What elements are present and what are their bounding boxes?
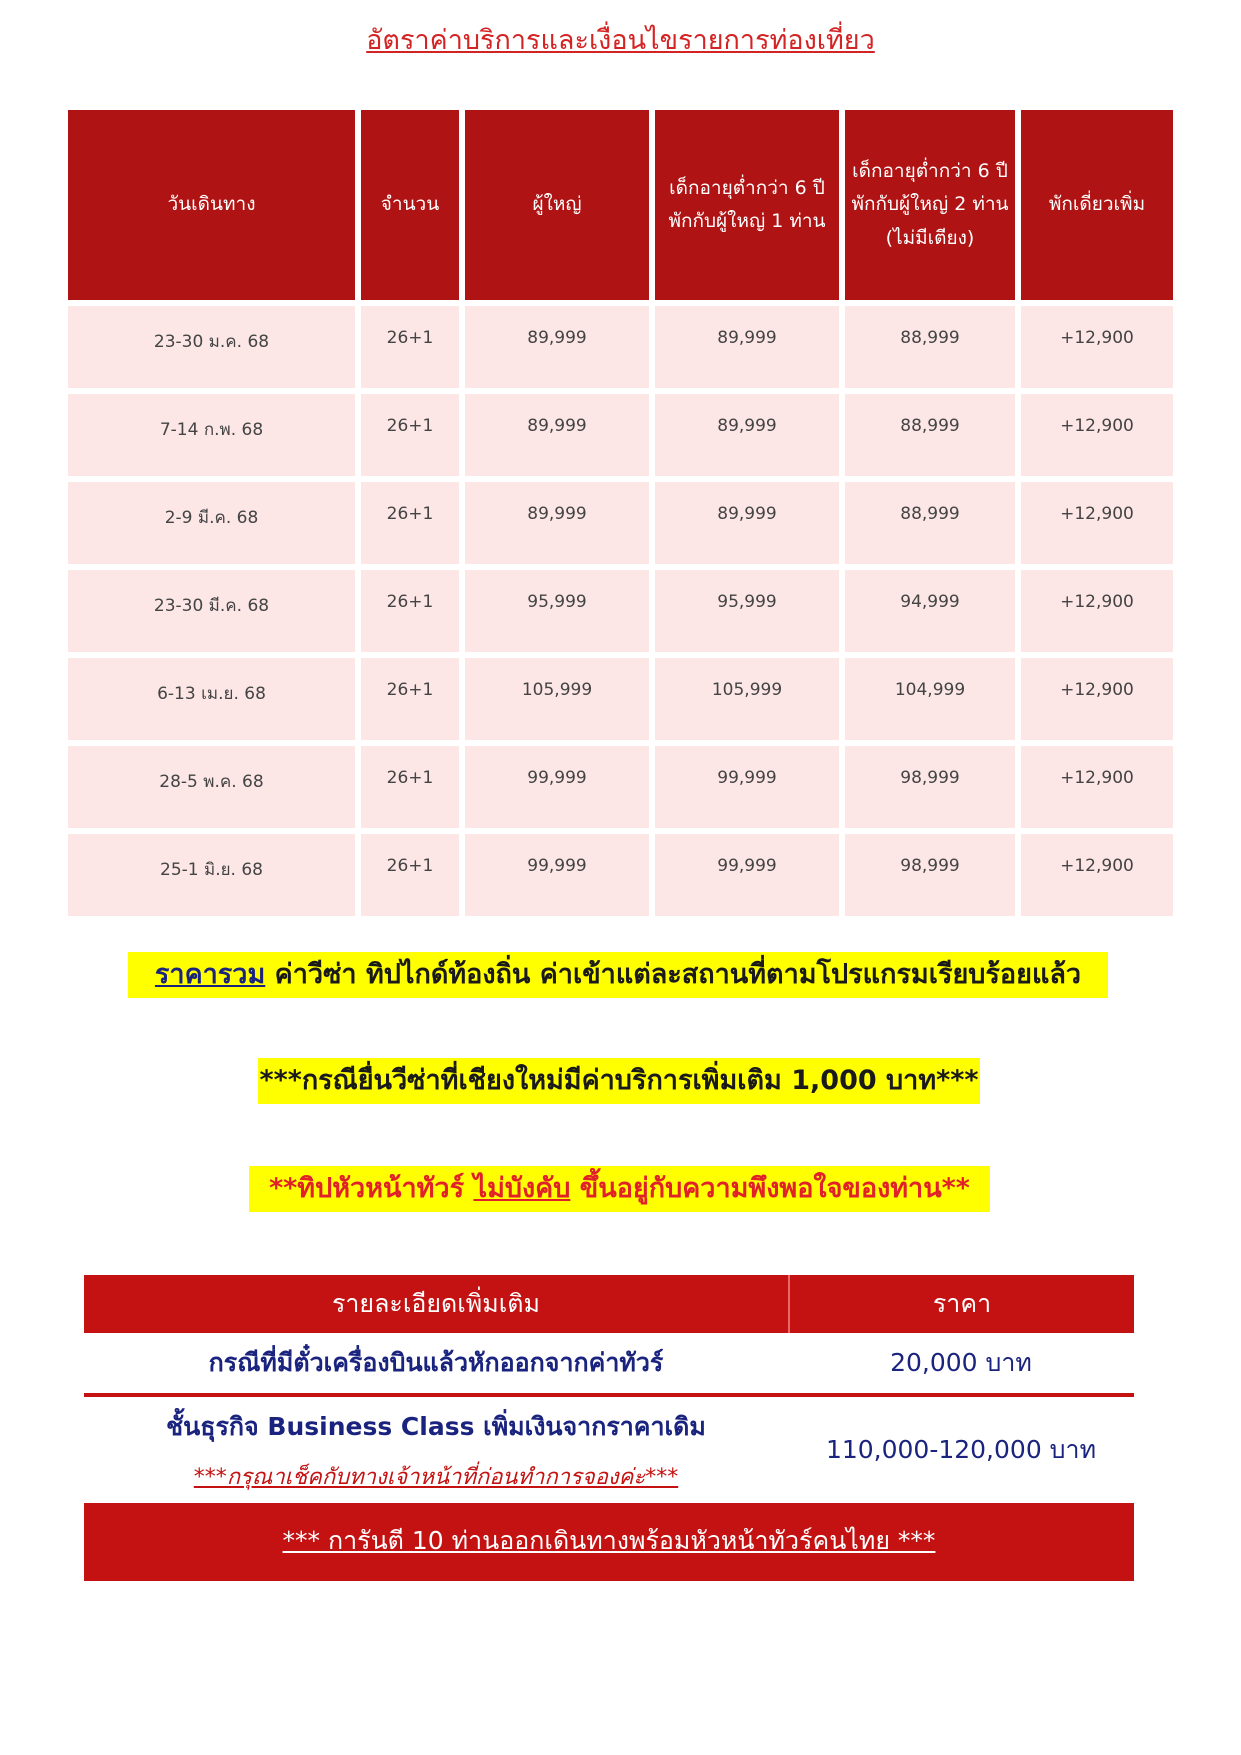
business-class-price: 110,000-120,000 บาท <box>825 1435 1097 1464</box>
note-tip-part-a: **ทิปหัวหน้าทัวร์ <box>269 1173 474 1204</box>
cell-single: +12,900 <box>1021 658 1173 740</box>
cell-adult: 99,999 <box>465 834 649 916</box>
cell-quantity: 26+1 <box>361 834 459 916</box>
cell-child-1: 89,999 <box>655 482 839 564</box>
cell-child-1: 89,999 <box>655 306 839 388</box>
cell-date: 23-30 มี.ค. 68 <box>68 570 355 652</box>
header-single-supplement: พักเดี่ยวเพิ่ม <box>1021 110 1173 300</box>
cell-single: +12,900 <box>1021 482 1173 564</box>
cell-child-2: 88,999 <box>845 482 1015 564</box>
cell-date: 6-13 เม.ย. 68 <box>68 658 355 740</box>
cell-single: +12,900 <box>1021 394 1173 476</box>
table-row <box>68 570 1173 652</box>
cell-child-2: 98,999 <box>845 746 1015 828</box>
cell-date: 23-30 ม.ค. 68 <box>68 306 355 388</box>
cell-quantity: 26+1 <box>361 570 459 652</box>
cell-quantity: 26+1 <box>361 306 459 388</box>
guarantee-footer <box>84 1503 1134 1581</box>
cell-child-1: 99,999 <box>655 746 839 828</box>
table-row <box>68 482 1173 564</box>
note-included-text: ค่าวีซ่า ทิปไกด์ท้องถิ่น ค่าเข้าแต่ละสถานที่ตามโปรแกรมเรียบร้อยแล้ว <box>265 959 1082 990</box>
cell-child-2: 88,999 <box>845 394 1015 476</box>
cell-single: +12,900 <box>1021 834 1173 916</box>
cell-child-1: 95,999 <box>655 570 839 652</box>
cell-child-1: 99,999 <box>655 834 839 916</box>
cell-adult: 89,999 <box>465 482 649 564</box>
guarantee-text: *** การันตี 10 ท่านออกเดินทางพร้อมหัวหน้าทัวร์คนไทย *** <box>282 1526 936 1555</box>
cell-child-2: 104,999 <box>845 658 1015 740</box>
note-tour-leader-tip <box>249 1166 990 1212</box>
cell-child-2: 94,999 <box>845 570 1015 652</box>
header-price: ราคา <box>932 1289 992 1318</box>
additional-header-row <box>84 1275 1134 1333</box>
business-class-note: ***กรุณาเช็คกับทางเจ้าหน้าที่ก่อนทำการจองค่ะ*** <box>193 1464 679 1490</box>
cell-adult: 99,999 <box>465 746 649 828</box>
cell-quantity: 26+1 <box>361 746 459 828</box>
additional-row-business <box>84 1397 1134 1503</box>
note-included-costs <box>128 952 1108 998</box>
price-table <box>62 104 1179 922</box>
header-detail: รายละเอียดเพิ่มเติม <box>84 1275 790 1333</box>
cell-quantity: 26+1 <box>361 658 459 740</box>
note-included-lead: ราคารวม <box>154 959 266 990</box>
table-row <box>68 746 1173 828</box>
header-child-1-adult: เด็กอายุต่ำกว่า 6 ปี พักกับผู้ใหญ่ 1 ท่าน <box>655 110 839 300</box>
additional-details-table <box>84 1275 1134 1581</box>
business-class-detail: ชั้นธุรกิจ Business Class เพิ่มเงินจากราคาเดิม <box>166 1411 706 1441</box>
note-tip-not-mandatory: ไม่บังคับ <box>473 1173 571 1204</box>
cell-date: 25-1 มิ.ย. 68 <box>68 834 355 916</box>
cell-date: 28-5 พ.ค. 68 <box>68 746 355 828</box>
header-travel-date: วันเดินทาง <box>68 110 355 300</box>
cell-adult: 89,999 <box>465 306 649 388</box>
table-header-row <box>68 110 1173 300</box>
ticket-deduction-detail: กรณีที่มีตั๋วเครื่องบินแล้วหักออกจากค่าทัวร์ <box>208 1348 664 1377</box>
cell-child-1: 105,999 <box>655 658 839 740</box>
cell-child-1: 89,999 <box>655 394 839 476</box>
cell-single: +12,900 <box>1021 570 1173 652</box>
cell-adult: 95,999 <box>465 570 649 652</box>
table-row <box>68 306 1173 388</box>
table-row <box>68 834 1173 916</box>
cell-adult: 89,999 <box>465 394 649 476</box>
page-title: อัตราค่าบริการและเงื่อนไขรายการท่องเที่ยว <box>366 25 875 56</box>
cell-child-2: 98,999 <box>845 834 1015 916</box>
cell-date: 7-14 ก.พ. 68 <box>68 394 355 476</box>
header-adult: ผู้ใหญ่ <box>465 110 649 300</box>
note-tip-part-c: ขึ้นอยู่กับความพึงพอใจของท่าน** <box>570 1173 970 1204</box>
header-quantity: จำนวน <box>361 110 459 300</box>
table-row <box>68 658 1173 740</box>
cell-quantity: 26+1 <box>361 394 459 476</box>
cell-single: +12,900 <box>1021 306 1173 388</box>
table-row <box>68 394 1173 476</box>
cell-single: +12,900 <box>1021 746 1173 828</box>
cell-child-2: 88,999 <box>845 306 1015 388</box>
cell-quantity: 26+1 <box>361 482 459 564</box>
ticket-deduction-price: 20,000 บาท <box>890 1348 1032 1377</box>
note-visa-chiangmai: ***กรณียื่นวีซ่าที่เชียงใหม่มีค่าบริการเพิ่มเติม 1,000 บาท*** <box>258 1058 980 1104</box>
additional-row-ticket <box>84 1333 1134 1397</box>
header-child-2-adults: เด็กอายุต่ำกว่า 6 ปี พักกับผู้ใหญ่ 2 ท่าน (ไม่มีเตียง) <box>845 110 1015 300</box>
cell-adult: 105,999 <box>465 658 649 740</box>
cell-date: 2-9 มี.ค. 68 <box>68 482 355 564</box>
